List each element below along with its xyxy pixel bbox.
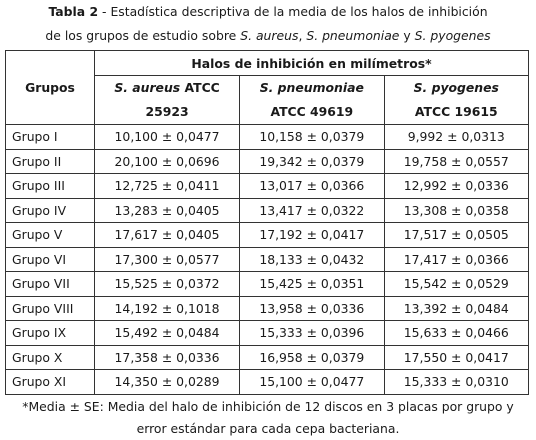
table-row (6, 149, 529, 174)
group-cell: Grupo IX (6, 321, 95, 346)
value-cell-aureus: 15,492 ± 0,0484 (95, 321, 240, 346)
value-cell-pneumoniae: 17,192 ± 0,0417 (240, 223, 384, 248)
caption-label: Tabla 2 (48, 4, 99, 19)
value-cell-pneumoniae: 13,417 ± 0,0322 (240, 198, 384, 223)
group-cell: Grupo VII (6, 272, 95, 297)
caption-line-2 (0, 24, 536, 48)
column-code: 25923 (145, 104, 189, 119)
value-cell-pyogenes: 12,992 ± 0,0336 (384, 174, 528, 199)
caption-separator-1: , (298, 28, 307, 43)
column-organism: S. aureus (114, 80, 181, 95)
value-cell-aureus: 20,100 ± 0,0696 (95, 149, 240, 174)
value-cell-pyogenes: 19,758 ± 0,0557 (384, 149, 528, 174)
value-cell-aureus: 17,617 ± 0,0405 (95, 223, 240, 248)
halos-header: Halos de inhibición en milímetros* (95, 51, 529, 76)
value-cell-pneumoniae: 15,333 ± 0,0396 (240, 321, 384, 346)
table-row (6, 125, 529, 150)
value-cell-pneumoniae: 13,958 ± 0,0336 (240, 296, 384, 321)
caption-organism-1: S. aureus (240, 28, 299, 43)
group-cell: Grupo X (6, 345, 95, 370)
value-cell-pyogenes: 15,542 ± 0,0529 (384, 272, 528, 297)
value-cell-pyogenes: 13,392 ± 0,0484 (384, 296, 528, 321)
footnote-line-1: *Media ± SE: Media del halo de inhibición de 12 discos en 3 placas por grupo y (22, 399, 514, 414)
value-cell-aureus: 15,525 ± 0,0372 (95, 272, 240, 297)
value-cell-aureus: 14,192 ± 0,1018 (95, 296, 240, 321)
value-cell-pneumoniae: 19,342 ± 0,0379 (240, 149, 384, 174)
group-cell: Grupo I (6, 125, 95, 150)
caption-prefix: de los grupos de estudio sobre (45, 28, 241, 43)
group-cell: Grupo XI (6, 370, 95, 395)
table-row (6, 345, 529, 370)
column-organism: S. pneumoniae (259, 80, 364, 95)
column-header-aureus (95, 76, 240, 125)
value-cell-aureus: 13,283 ± 0,0405 (95, 198, 240, 223)
table-row (6, 223, 529, 248)
value-cell-pneumoniae: 16,958 ± 0,0379 (240, 345, 384, 370)
value-cell-pyogenes: 15,633 ± 0,0466 (384, 321, 528, 346)
table-row (6, 370, 529, 395)
footnote-line-2: error estándar para cada cepa bacteriana. (136, 421, 400, 436)
value-cell-pneumoniae: 10,158 ± 0,0379 (240, 125, 384, 150)
column-code: ATCC 49619 (270, 104, 354, 119)
value-cell-pyogenes: 15,333 ± 0,0310 (384, 370, 528, 395)
group-cell: Grupo IV (6, 198, 95, 223)
caption-separator-2: y (399, 28, 415, 43)
value-cell-pyogenes: 9,992 ± 0,0313 (384, 125, 528, 150)
table-footnote (0, 396, 536, 440)
caption-organism-2: S. pneumoniae (306, 28, 400, 43)
table-caption (0, 0, 536, 48)
table-body (6, 125, 529, 395)
value-cell-pneumoniae: 13,017 ± 0,0366 (240, 174, 384, 199)
column-header-pyogenes (384, 76, 528, 125)
table-row (6, 321, 529, 346)
value-cell-pyogenes: 17,417 ± 0,0366 (384, 247, 528, 272)
group-cell: Grupo II (6, 149, 95, 174)
header-row-1 (6, 51, 529, 76)
table-row (6, 272, 529, 297)
caption-dash: - (98, 4, 111, 19)
value-cell-pneumoniae: 18,133 ± 0,0432 (240, 247, 384, 272)
value-cell-pyogenes: 17,550 ± 0,0417 (384, 345, 528, 370)
column-code: ATCC 19615 (414, 104, 498, 119)
value-cell-aureus: 17,300 ± 0,0577 (95, 247, 240, 272)
column-header-pneumoniae (240, 76, 384, 125)
caption-line-1 (0, 0, 536, 24)
caption-text: Estadística descriptiva de la media de los halos de inhibición (110, 4, 488, 19)
value-cell-aureus: 12,725 ± 0,0411 (95, 174, 240, 199)
group-cell: Grupo VI (6, 247, 95, 272)
results-table (5, 50, 529, 395)
value-cell-aureus: 10,100 ± 0,0477 (95, 125, 240, 150)
table-row (6, 296, 529, 321)
table-row (6, 247, 529, 272)
value-cell-pneumoniae: 15,425 ± 0,0351 (240, 272, 384, 297)
value-cell-aureus: 17,358 ± 0,0336 (95, 345, 240, 370)
column-strain: ATCC (184, 80, 220, 95)
value-cell-pyogenes: 17,517 ± 0,0505 (384, 223, 528, 248)
group-cell: Grupo VIII (6, 296, 95, 321)
table-row (6, 198, 529, 223)
value-cell-pneumoniae: 15,100 ± 0,0477 (240, 370, 384, 395)
group-cell: Grupo V (6, 223, 95, 248)
value-cell-pyogenes: 13,308 ± 0,0358 (384, 198, 528, 223)
group-cell: Grupo III (6, 174, 95, 199)
caption-organism-3: S. pyogenes (414, 28, 491, 43)
group-column-header: Grupos (6, 51, 95, 125)
value-cell-aureus: 14,350 ± 0,0289 (95, 370, 240, 395)
column-organism: S. pyogenes (413, 80, 499, 95)
table-row (6, 174, 529, 199)
